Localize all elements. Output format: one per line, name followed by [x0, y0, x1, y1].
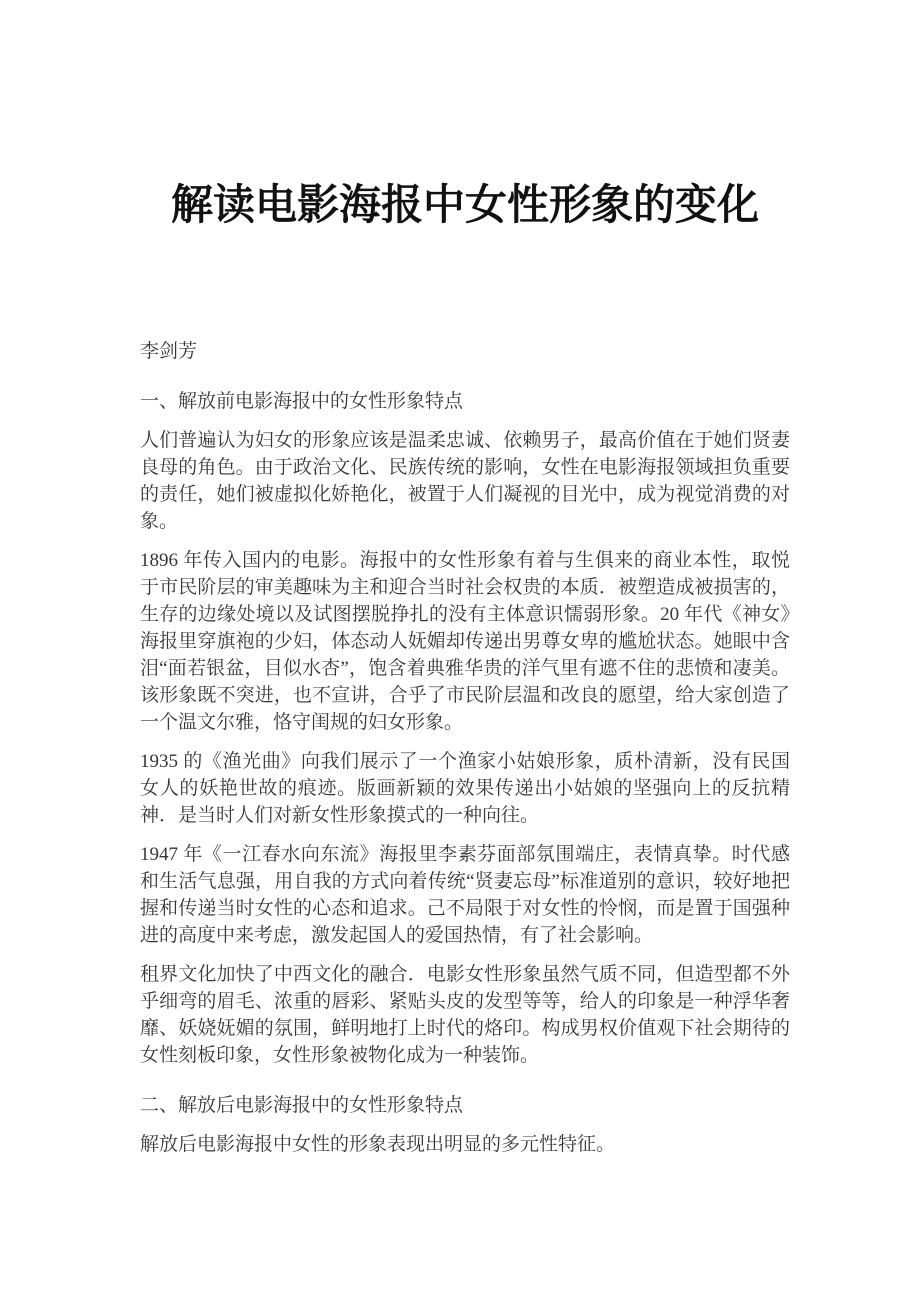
paragraph-1: 人们普遍认为妇女的形象应该是温柔忠诚、依赖男子，最高价值在于她们贤妻良母的角色。由于政治文化、民族传统的影响，女性在电影海报领域担负重要的责任，她们被虚拟化娇艳化，被置于人们凝视的目光中，成为视觉消费的对象。: [140, 430, 790, 532]
paragraph-6: 解放后电影海报中女性的形象表现出明显的多元性特征。: [140, 1134, 616, 1155]
section-heading-2: 二、解放后电影海报中的女性形象特点: [140, 1095, 464, 1116]
section-heading-1: 一、解放前电影海报中的女性形象特点: [140, 391, 464, 412]
document-title: 解读电影海报中女性形象的变化: [170, 183, 759, 229]
paragraph-3: 1935 的《渔光曲》向我们展示了一个渔家小姑娘形象，质朴清新，没有民国女人的妖艳世故的痕迹。版画新颖的效果传递出小姑娘的坚强向上的反抗精神．是当时人们对新女性形象摸式的一种向往。: [140, 751, 790, 826]
document-content: [140, 0, 790, 1158]
author-name: 李剑芳: [140, 341, 198, 362]
paragraph-4: 1947 年《一江春水向东流》海报里李素芬面部氛围端庄，表情真挚。时代感和生活气息强，用自我的方式向着传统“贤妻忘母”标准道别的意识，较好地把握和传递当时女性的心态和追求。己不局限于对女性的怜悯，而是置于国强种进的高度中来考虑，激发起国人的爱国热情，有了社会影响。: [140, 844, 790, 946]
paragraph-5: 租界文化加快了中西文化的融合．电影女性形象虽然气质不同，但造型都不外乎细弯的眉毛、浓重的唇彩、紧贴头皮的发型等等，给人的印象是一种浮华奢靡、妖娆妩媚的氛围，鲜明地打上时代的烙印。构成男权价值观下社会期待的女性刻板印象，女性形象被物化成为一种装饰。: [140, 964, 790, 1066]
paragraph-2: 1896 年传入国内的电影。海报中的女性形象有着与生俱来的商业本性，取悦于市民阶层的审美趣味为主和迎合当时社会权贵的本质．被塑造成被损害的，生存的边缘处境以及试图摆脱挣扎的没有主体意识懦弱形象。20 年代《神女》海报里穿旗袍的少妇，体态动人妩媚却传递出男尊女卑的尴尬状态。她眼中含泪“面若银盆，目似水杏”，饱含着典雅华贵的洋气里有遮不住的悲愤和凄美。该形象既不突进，也不宣讲，合乎了市民阶层温和改良的愿望，给大家创造了一个温文尔雅，恪守闺规的妇女形象。: [140, 550, 790, 733]
